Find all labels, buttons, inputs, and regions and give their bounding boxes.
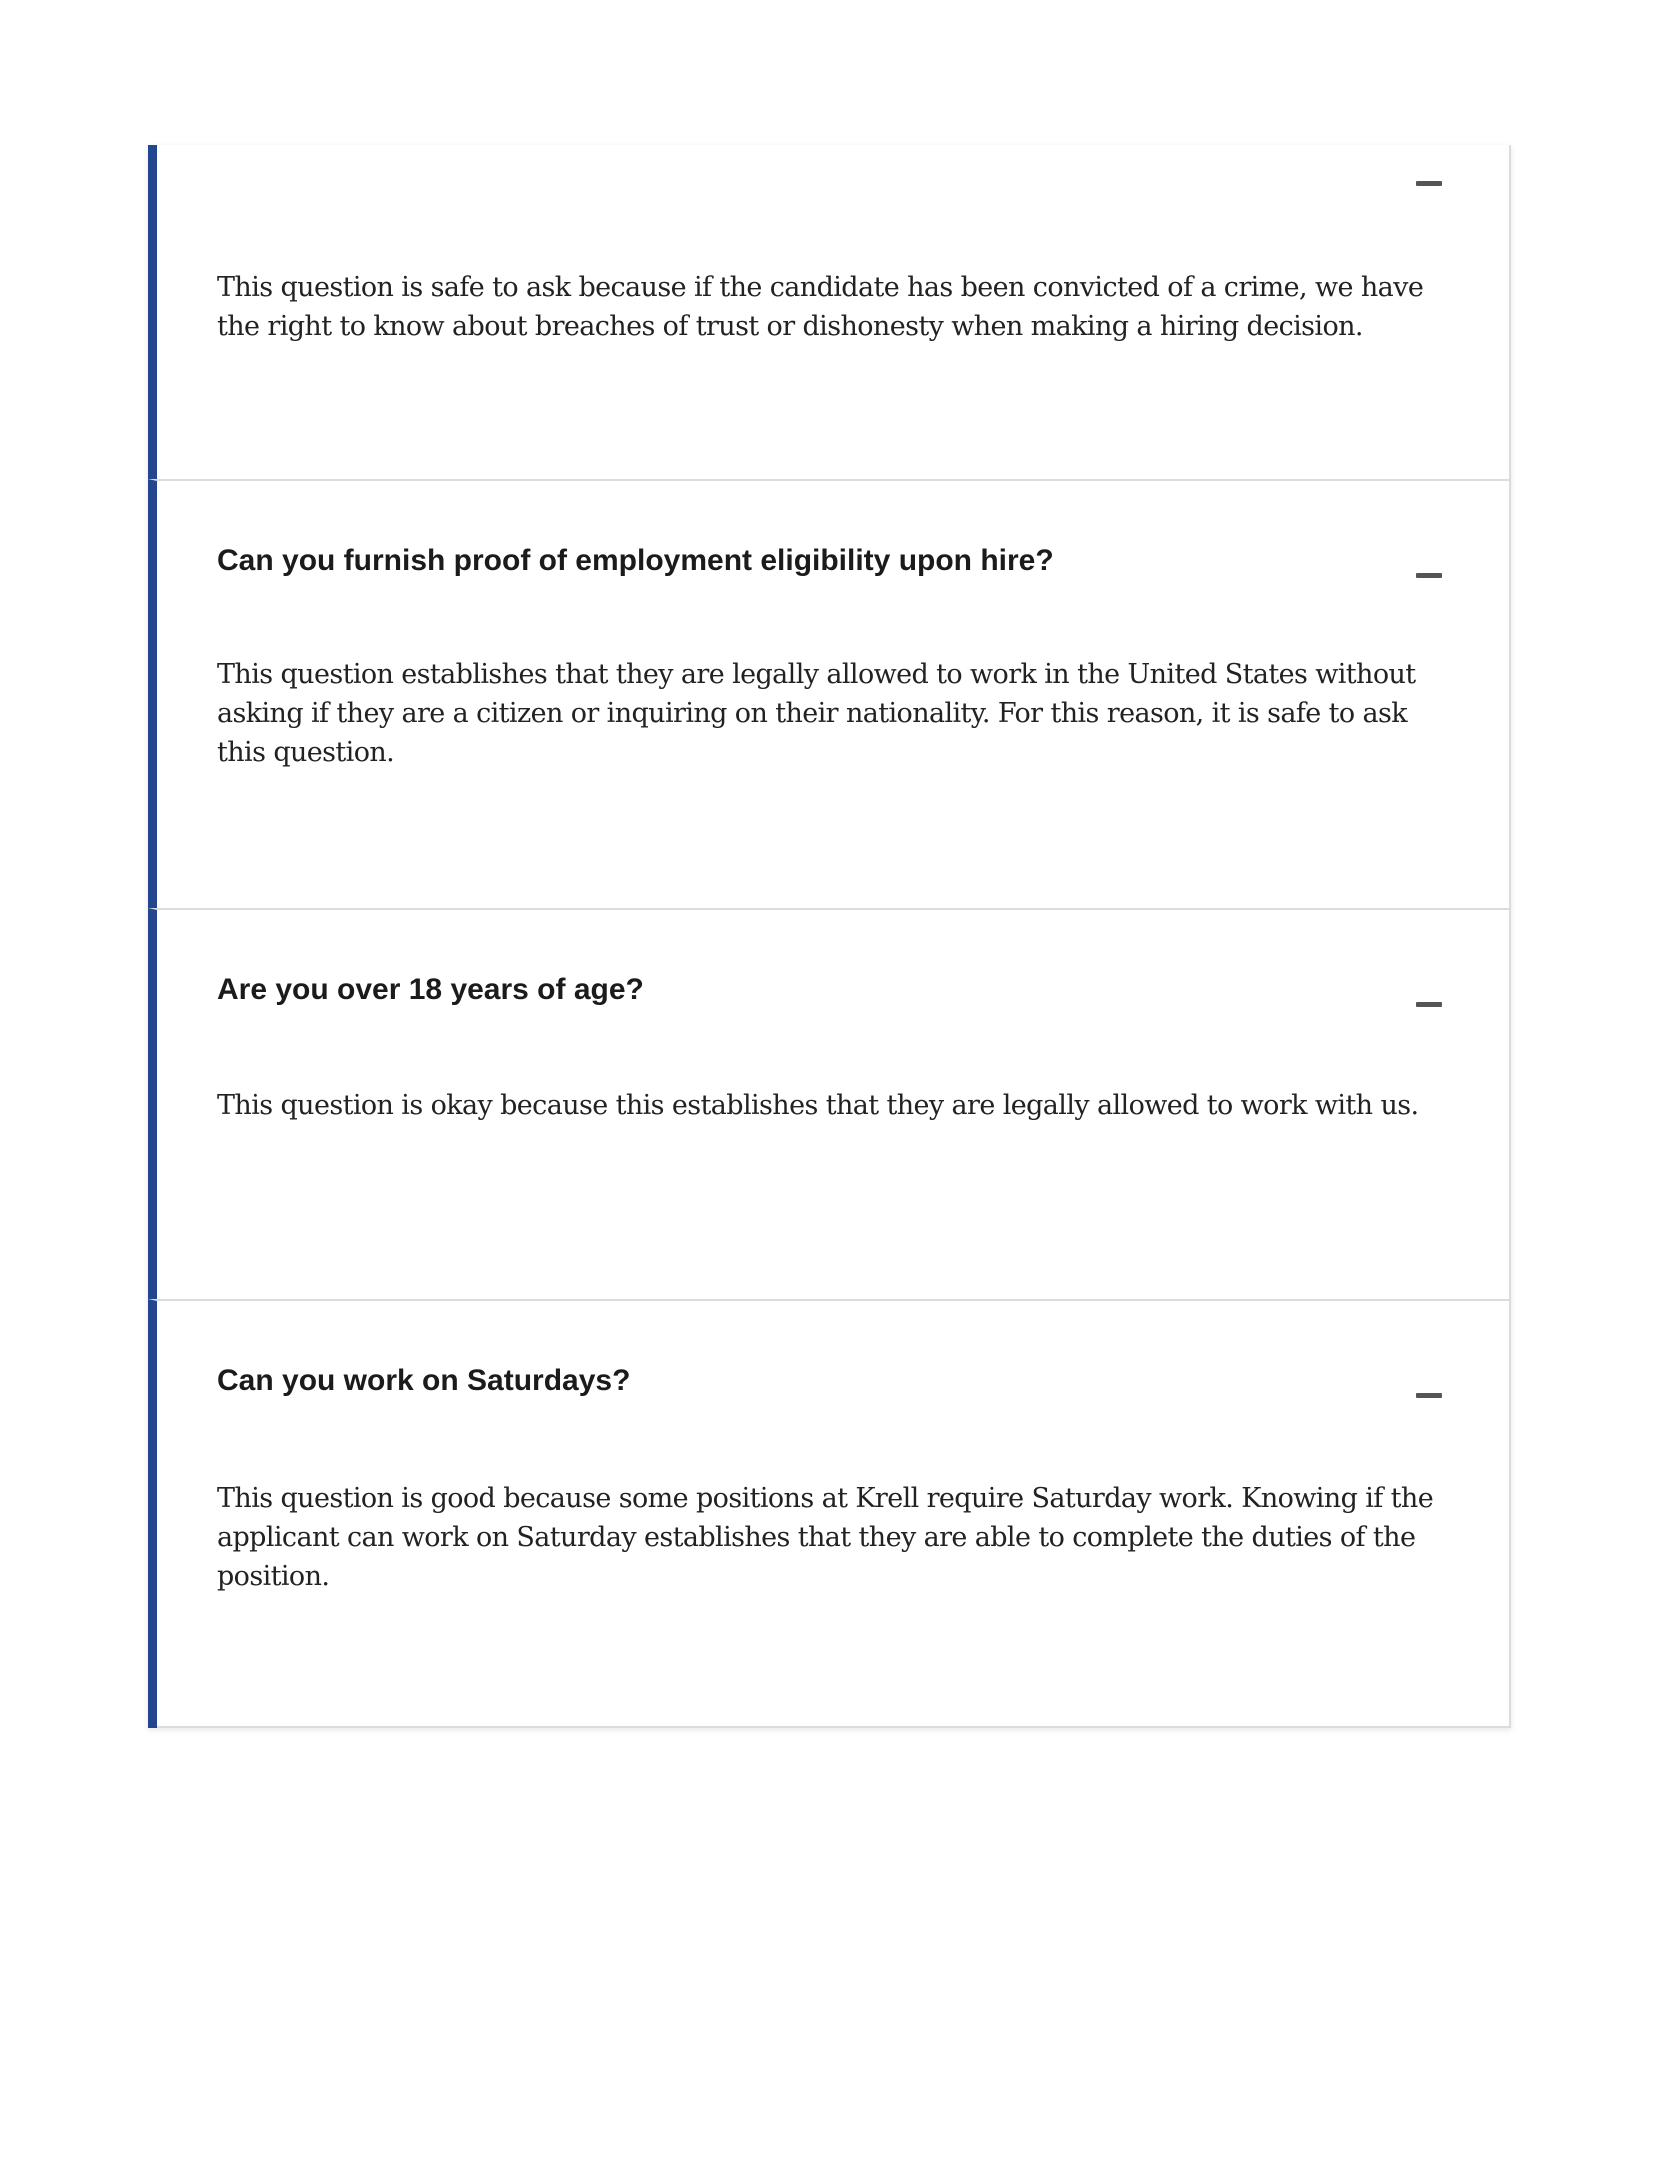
accordion-item bbox=[148, 908, 1509, 1299]
collapse-button[interactable] bbox=[1415, 561, 1443, 589]
minus-icon bbox=[1416, 573, 1442, 578]
question-title[interactable]: Are you over 18 years of age? bbox=[217, 973, 644, 1006]
accordion-item bbox=[148, 145, 1509, 479]
accordion-item bbox=[148, 1299, 1509, 1728]
collapse-button[interactable] bbox=[1415, 990, 1443, 1018]
answer-text: This question is good because some positions at Krell require Saturday work. Knowing if the applicant can work on Saturday establishes that they are able to complete the duties of the position. bbox=[217, 1483, 1434, 1592]
collapse-button[interactable] bbox=[1415, 1381, 1443, 1409]
answer-text: This question is okay because this establishes that they are legally allowed to work with us. bbox=[217, 1090, 1419, 1121]
answer-text: This question establishes that they are legally allowed to work in the United States without asking if they are a citizen or inquiring on their nationality. For this reason, it is safe to ask this question. bbox=[217, 659, 1416, 768]
accordion-item bbox=[148, 479, 1509, 908]
faq-accordion bbox=[148, 145, 1511, 1728]
minus-icon bbox=[1416, 1393, 1442, 1398]
answer-text: This question is safe to ask because if the candidate has been convicted of a crime, we have the right to know about breaches of trust or dishonesty when making a hiring decision. bbox=[217, 272, 1424, 342]
minus-icon bbox=[1416, 1002, 1442, 1007]
collapse-button[interactable] bbox=[1415, 169, 1443, 197]
question-title[interactable]: Can you furnish proof of employment eligibility upon hire? bbox=[217, 544, 1054, 577]
minus-icon bbox=[1416, 181, 1442, 186]
question-title[interactable]: Can you work on Saturdays? bbox=[217, 1364, 631, 1397]
